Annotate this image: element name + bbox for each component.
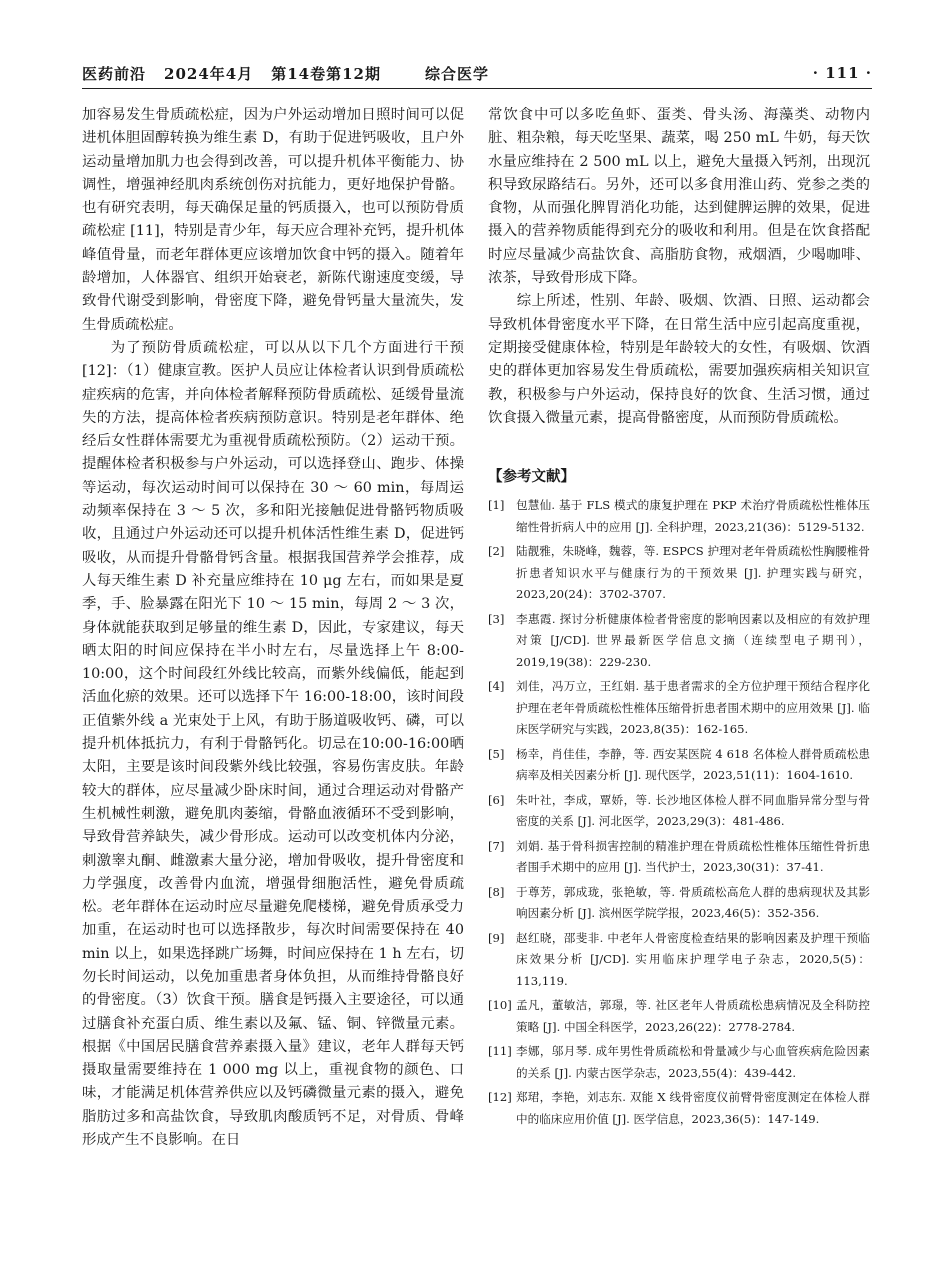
reference-text: 郑珺，李艳，刘志东. 双能 X 线骨密度仪前臂骨密度测定在体检人群中的临床应用价值 [J]. 医学信息，2023,36(5)：147-149.	[516, 1090, 870, 1126]
section-name: 综合医学	[424, 64, 489, 83]
reference-text: 陆靓雅，朱晓峰，魏蓉，等. ESPCS 护理对老年骨质疏松性胸腰椎骨折患者知识水平与健康行为的干预效果 [J]. 护理实践与研究，2023,20(24)：3702-3707.	[516, 544, 870, 602]
reference-text: 包慧仙. 基于 FLS 模式的康复护理在 PKP 术治疗骨质疏松性椎体压缩性骨折病人中的应用 [J]. 全科护理，2023,21(36)：5129-5132.	[516, 498, 870, 534]
reference-number: [1]	[488, 498, 505, 513]
volume-issue: 第14卷第12期	[271, 64, 381, 83]
left-column	[82, 104, 464, 1152]
reference-item	[488, 790, 870, 833]
reference-item	[488, 1041, 870, 1084]
reference-text: 杨幸，肖佳佳，李静，等. 西安某医院 4 618 名体检人群骨质疏松患病率及相关因素分析 [J]. 现代医学，2023,51(11)：1604-1610.	[516, 746, 870, 783]
reference-item	[488, 609, 870, 674]
reference-number: [8]	[488, 884, 505, 899]
reference-list	[488, 495, 870, 1130]
reference-item	[488, 495, 870, 538]
reference-text: 于尊芳，郭成珑，张艳敏，等. 骨质疏松高危人群的患病现状及其影响因素分析 [J]. 滨州医学院学报，2023,46(5)：352-356.	[516, 884, 870, 921]
reference-text: 孟凡，董敏洁，郭璟，等. 社区老年人骨质疏松患病情况及全科防控策略 [J]. 中国全科医学，2023,26(22)：2778-2784.	[516, 998, 870, 1034]
reference-number: [9]	[488, 930, 505, 945]
page-header	[82, 58, 872, 89]
reference-number: [2]	[488, 544, 505, 559]
header-left	[82, 63, 489, 84]
paragraph: 为了预防骨质疏松症，可以从以下几个方面进行干预 [12]：（1）健康宣教。医护人员应让体检者认识到骨质疏松症疾病的危害，并向体检者解释预防骨质疏松、延缓骨量流失的方法，提高体检者疾病预防意识。特别是老年群体、绝经后女性群体需要尤为重视骨质疏松预防。（2）运动干预。提醒体检者积极参与户外运动，可以选择登山、跑步、体操等运动，每次运动时间可以保持在 30 ～ 60 min，每周运动频率保持在 3 ～ 5 次，多和阳光接触促进骨骼钙物质吸收，且通过户外运动还可以提升机体活性维生素 D，促进钙吸收，从而提升骨骼骨钙含量。根据我国营养学会推荐，成人每天维生素 D 补充量应维持在 10 μg 左右，而如果是夏季，手、脸暴露在阳光下 10 ～ 15 min，每周 2 ～ 3 次，身体就能获取到足够量的维生素 D，因此，专家建议，每天晒太阳的时间应保持在半小时左右，尽量选择上午 8:00-10:00，这个时间段红外线比较高，而紫外线偏低，能起到活血化瘀的效果。还可以选择下午 16:00-18:00，该时间段正值紫外线 a 光束处于上风，有助于肠道吸收钙、磷，可以提升机体抵抗力，有利于骨骼钙化。切忌在10:00-16:00晒太阳，主要是该时间段紫外线比较强，容易伤害皮肤。年龄较大的群体，应尽量减少卧床时间，通过合理运动对骨骼产生机械性刺激，避免肌肉萎缩，骨骼血液循环不受到影响，导致骨营养缺失，减少骨形成。运动可以改变机体内分泌，刺激睾丸酮、雌激素大量分泌，增加骨吸收，提升骨密度和力学强度，改善骨内血流，增强骨细胞活性，避免骨质疏松。老年群体在运动时应尽量避免爬楼梯，避免骨质承受力加重，在运动时也可以选择散步，每次时间需要保持在 40 min 以上，如果选择跳广场舞，时间应保持在 1 h 左右，切勿长时间运动，以免加重患者身体负担，从而维持骨骼良好的骨密度。（3）饮食干预。膳食是钙摄入主要途径，可以通过膳食补充蛋白质、维生素以及氟、锰、铜、锌微量元素。根据《中国居民膳食营养素摄入量》建议，老年人群每天钙摄取量需要维持在 1 000 mg 以上，重视食物的颜色、口味，才能满足机体营养供应以及钙磷微量元素的摄入，避免脂肪过多和高盐饮食，导致肌肉酸质钙不足，对骨质、骨峰形成产生不良影响。在日	[82, 339, 464, 1149]
reference-text: 赵红晓，邵斐非. 中老年人骨密度检查结果的影响因素及护理干预临床效果分析 [J/CD]. 实用临床护理学电子杂志，2020,5(5)：113,119.	[516, 930, 870, 988]
reference-item	[488, 928, 870, 993]
paragraph: 加容易发生骨质疏松症，因为户外运动增加日照时间可以促进机体胆固醇转换为维生素 D，有助于促进钙吸收，且户外运动量增加肌力也会得到改善，可以提升机体平衡能力、协调性，增强神经肌肉系统创伤对抗能力，更好地保护骨骼。也有研究表明，每天确保足量的钙质摄入，也可以预防骨质疏松症 [11]，特别是青少年，每天应合理补充钙，提升机体峰值骨量，而老年群体更应该增加饮食中钙的摄入。随着年龄增加，人体器官、组织开始衰老，新陈代谢速度变缓，导致骨代谢受到影响，骨密度下降，避免骨钙量大量流失，发生骨质疏松症。	[82, 107, 464, 333]
right-column	[488, 104, 870, 1133]
reference-number: [10]	[488, 998, 512, 1013]
paragraph: 常饮食中可以多吃鱼虾、蛋类、骨头汤、海藻类、动物内脏、粗杂粮，每天吃坚果、蔬菜，喝 250 mL 牛奶，每天饮水量应维持在 2 500 mL 以上，避免大量摄入钙剂，出现沉积导致尿路结石。另外，还可以多食用淮山药、党参之类的食物，从而强化脾胃消化功能，达到健脾运脾的效果，促进摄入的营养物质能得到充分的吸收和利用。但是在饮食搭配时应尽量减少高盐饮食、高脂肪食物，戒烟酒，少喝咖啡、浓茶，导致骨形成下降。	[488, 107, 870, 287]
reference-item	[488, 1087, 870, 1130]
reference-item	[488, 882, 870, 925]
reference-item	[488, 836, 870, 879]
issue-date: 2024年4月	[164, 64, 254, 83]
reference-item	[488, 995, 870, 1038]
references-heading: 【参考文献】	[488, 469, 575, 486]
reference-number: [3]	[488, 611, 505, 626]
reference-text: 李惠霞. 探讨分析健康体检者骨密度的影响因素以及相应的有效护理对策 [J/CD]. 世界最新医学信息文摘（连续型电子期刊），2019,19(38)：229-230.	[516, 611, 870, 669]
reference-item	[488, 676, 870, 741]
reference-text: 李娜，邬月琴. 成年男性骨质疏松和骨量减少与心血管疾病危险因素的关系 [J]. 内蒙古医学杂志，2023,55(4)：439-442.	[516, 1044, 870, 1080]
reference-number: [11]	[488, 1044, 512, 1059]
paragraph: 综上所述，性别、年龄、吸烟、饮酒、日照、运动都会导致机体骨密度水平下降，在日常生活中应引起高度重视，定期接受健康体检，特别是年龄较大的女性，有吸烟、饮酒史的群体更加容易发生骨质疏松，需要加强疾病相关知识宣教，积极参与户外运动，保持良好的饮食、生活习惯，通过饮食摄入微量元素，提高骨骼密度，从而预防骨质疏松。	[488, 293, 870, 426]
reference-number: [6]	[488, 792, 505, 807]
reference-number: [7]	[488, 838, 505, 853]
reference-number: [4]	[488, 679, 505, 694]
reference-text: 刘佳，冯万立，王红娟. 基于患者需求的全方位护理干预结合程序化护理在老年骨质疏松性椎体压缩骨折患者围术期中的应用效果 [J]. 临床医学研究与实践，2023,8(35)：162-165.	[516, 679, 870, 737]
journal-name: 医药前沿	[82, 64, 147, 83]
reference-text: 刘娟. 基于骨科损害控制的精准护理在骨质疏松性椎体压缩性骨折患者围手术期中的应用 [J]. 当代护士，2023,30(31)：37-41.	[516, 838, 870, 875]
reference-item	[488, 744, 870, 787]
reference-number: [12]	[488, 1090, 512, 1105]
reference-number: [5]	[488, 746, 505, 761]
reference-text: 朱叶社，李成，覃娇，等. 长沙地区体检人群不同血脂异常分型与骨密度的关系 [J]. 河北医学，2023,29(3)：481-486.	[516, 792, 870, 829]
page-number: · 111 ·	[812, 64, 872, 82]
reference-item	[488, 541, 870, 606]
